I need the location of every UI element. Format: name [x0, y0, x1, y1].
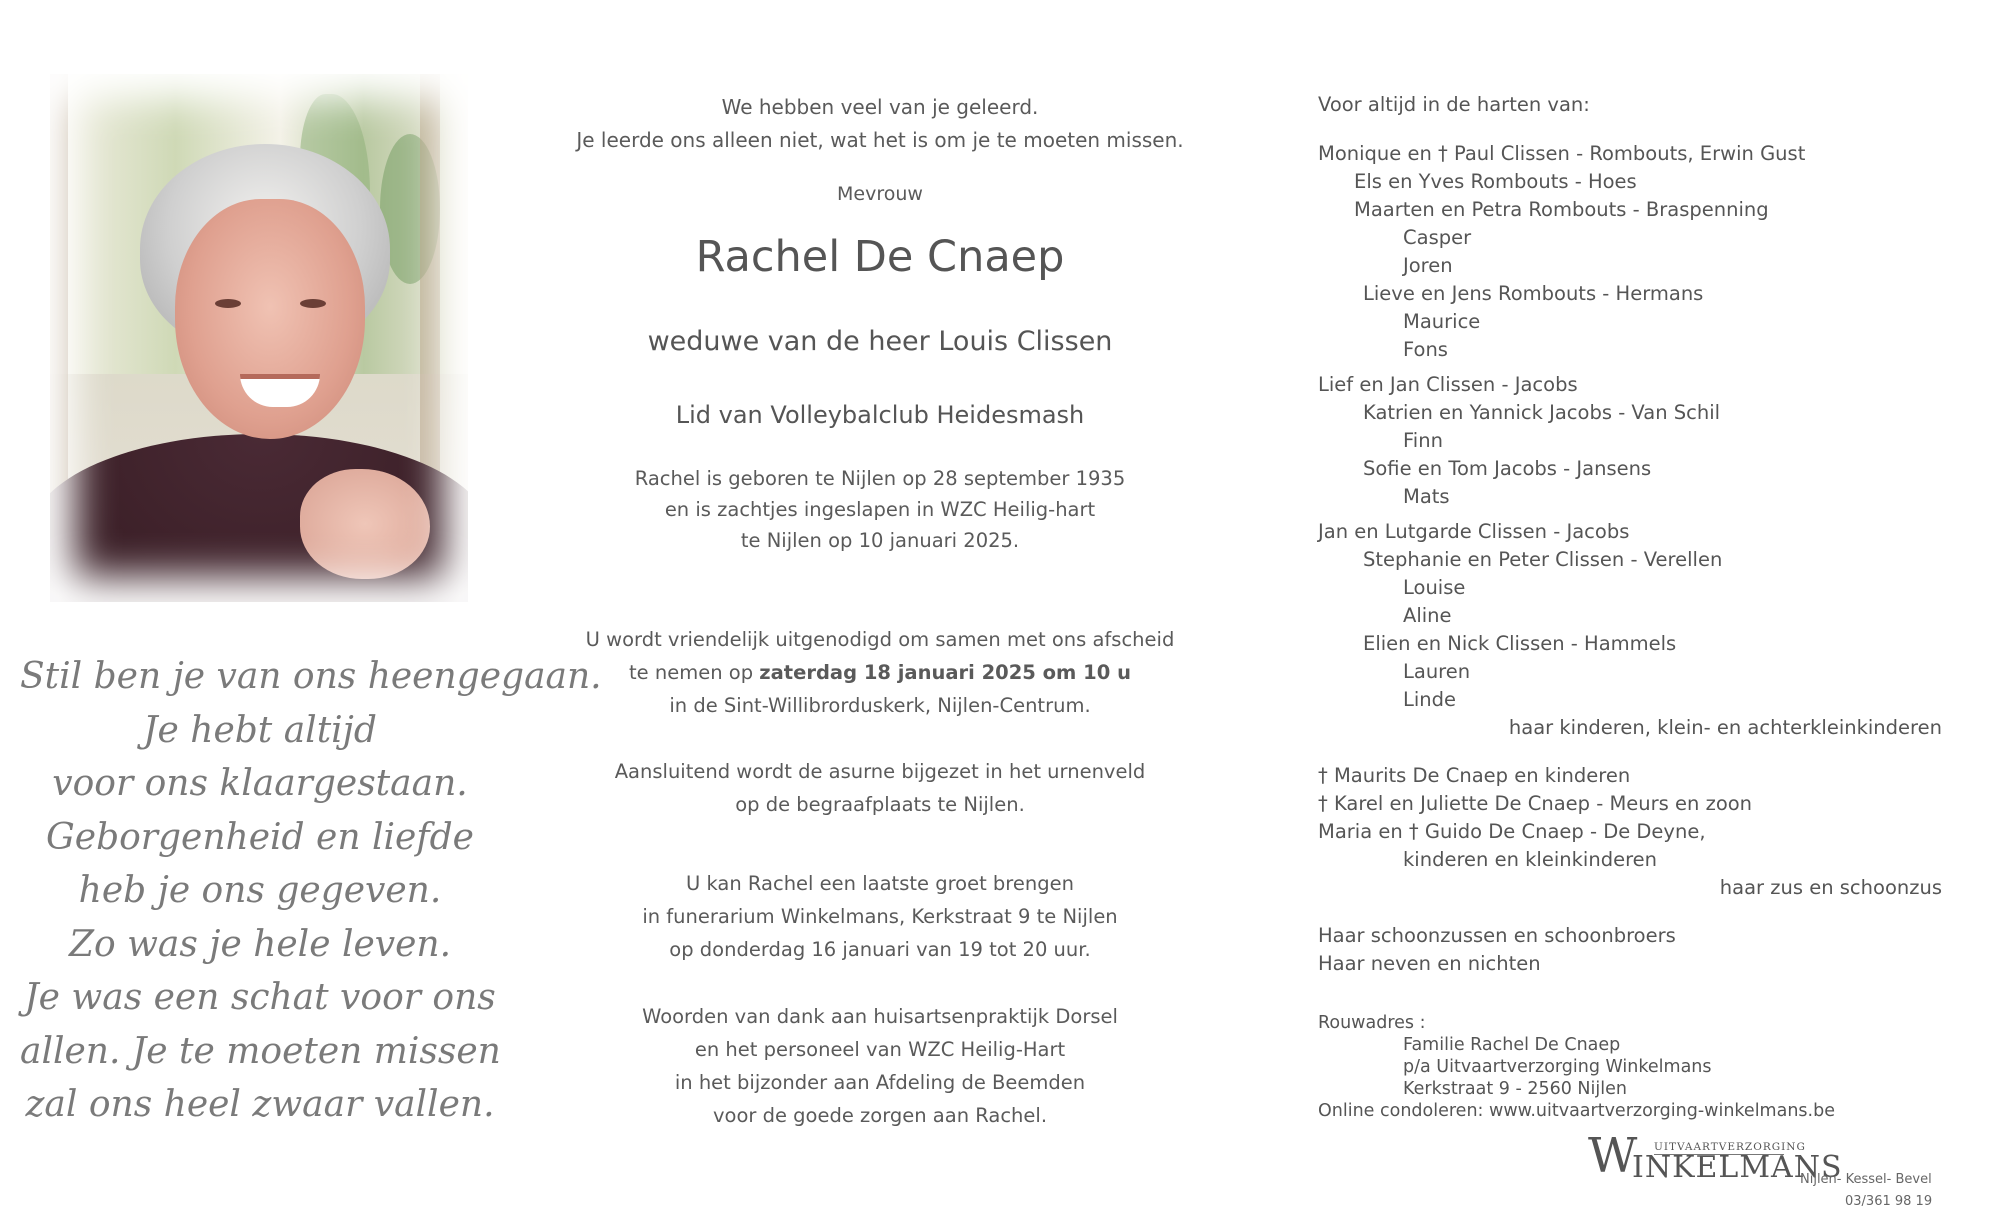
logo-initial: W — [1588, 1128, 1636, 1184]
family-line: Mats — [1403, 485, 1450, 508]
family-line: Sofie en Tom Jacobs - Jansens — [1363, 457, 1652, 480]
logo-name: INKELMANS — [1632, 1150, 1843, 1185]
poem-line: Geborgenheid en liefde — [46, 816, 474, 858]
family-line: † Maurits De Cnaep en kinderen — [1318, 764, 1631, 787]
family-line: Maarten en Petra Rombouts - Braspenning — [1354, 198, 1769, 221]
family-line: Elien en Nick Clissen - Hammels — [1363, 632, 1677, 655]
family-line: Katrien en Yannick Jacobs - Van Schil — [1363, 401, 1721, 424]
salutation: Mevrouw — [837, 183, 923, 205]
family-line: † Karel en Juliette De Cnaep - Meurs en zoon — [1318, 792, 1753, 815]
address-line: Familie Rachel De Cnaep — [1403, 1035, 1621, 1055]
family-line: Monique en † Paul Clissen - Rombouts, Erwin Gust — [1318, 142, 1806, 165]
invitation-text: U wordt vriendelijk uitgenodigd om samen met ons afscheid te nemen op zaterdag 18 januari 2025 om 10 u in de Sint-Willibrorduskerk, Nijlen-Centrum. — [585, 628, 1175, 717]
poem-line: voor ons klaargestaan. — [52, 763, 468, 804]
burial-text: Aansluitend wordt de asurne bijgezet in het urnenveld op de begraafplaats te Nijlen. — [614, 760, 1146, 816]
family-group-footer: haar zus en schoonzus — [1719, 876, 1942, 899]
portrait-photo — [50, 74, 468, 602]
address-label: Rouwadres : — [1318, 1013, 1426, 1033]
family-line: kinderen en kleinkinderen — [1403, 848, 1658, 871]
family-line: Casper — [1403, 226, 1472, 249]
logo-places: Nijlen- Kessel- Bevel — [1800, 1172, 1932, 1187]
poem-line: heb je ons gegeven. — [78, 870, 442, 911]
family-line: Joren — [1403, 254, 1453, 277]
poem-line: Stil ben je van ons heengegaan. — [20, 656, 602, 697]
poem-line: allen. Je te moeten missen — [20, 1030, 501, 1072]
family-line: Els en Yves Rombouts - Hoes — [1354, 170, 1637, 193]
family-line: Fons — [1403, 338, 1448, 361]
poem-line: zal ons heel zwaar vallen. — [25, 1084, 495, 1125]
thanks-text: Woorden van dank aan huisartsenpraktijk Dorsel en het personeel van WZC Heilig-Hart in het bijzonder aan Afdeling de Beemden voor de goede zorgen aan Rachel. — [642, 1005, 1118, 1127]
family-line: Lauren — [1403, 660, 1471, 683]
family-heading: Voor altijd in de harten van: — [1318, 93, 1590, 116]
family-line: Lieve en Jens Rombouts - Hermans — [1363, 282, 1704, 305]
member-line: Lid van Volleybalclub Heidesmash — [675, 401, 1085, 429]
family-line: Haar neven en nichten — [1318, 952, 1541, 975]
family-line: Louise — [1403, 576, 1466, 599]
family-line: Haar schoonzussen en schoonbroers — [1318, 924, 1676, 947]
poem-line: Je was een schat voor ons — [24, 977, 496, 1018]
birth-death-text: Rachel is geboren te Nijlen op 28 september 1935 en is zachtjes ingeslapen in WZC Heilig-hart te Nijlen op 10 januari 2025. — [634, 467, 1126, 552]
family-line: Finn — [1403, 429, 1443, 452]
logo-subtitle: UITVAARTVERZORGING — [1654, 1141, 1806, 1153]
family-line: Maria en † Guido De Cnaep - De Deyne, — [1318, 820, 1706, 843]
family-line: Aline — [1403, 604, 1452, 627]
address-line: p/a Uitvaartverzorging Winkelmans — [1403, 1057, 1712, 1077]
poem-line: Je hebt altijd — [143, 709, 377, 751]
family-line: Maurice — [1403, 310, 1481, 333]
visitation-text: U kan Rachel een laatste groet brengen in funerarium Winkelmans, Kerkstraat 9 te Nijlen op donderdag 16 januari van 19 tot 20 uur. — [642, 872, 1118, 961]
online-condolence-link[interactable]: Online condoleren: www.uitvaartverzorging-winkelmans.be — [1318, 1101, 1835, 1121]
opening-quote: We hebben veel van je geleerd. Je leerde ons alleen niet, wat het is om je te moeten missen. — [576, 95, 1184, 152]
widow-line: weduwe van de heer Louis Clissen — [647, 326, 1113, 357]
poem — [20, 650, 602, 1132]
family-line: Stephanie en Peter Clissen - Verellen — [1363, 548, 1723, 571]
family-line: Jan en Lutgarde Clissen - Jacobs — [1318, 520, 1630, 543]
deceased-name: Rachel De Cnaep — [695, 232, 1065, 282]
family-line: Lief en Jan Clissen - Jacobs — [1318, 373, 1578, 396]
ceremony-date: zaterdag 18 januari 2025 om 10 u — [759, 661, 1131, 684]
address-line: Kerkstraat 9 - 2560 Nijlen — [1403, 1079, 1627, 1099]
family-line: Linde — [1403, 688, 1457, 711]
family-group-footer: haar kinderen, klein- en achterkleinkinderen — [1508, 716, 1942, 739]
poem-line: Zo was je hele leven. — [68, 923, 452, 965]
logo-phone: 03/361 98 19 — [1845, 1194, 1933, 1209]
